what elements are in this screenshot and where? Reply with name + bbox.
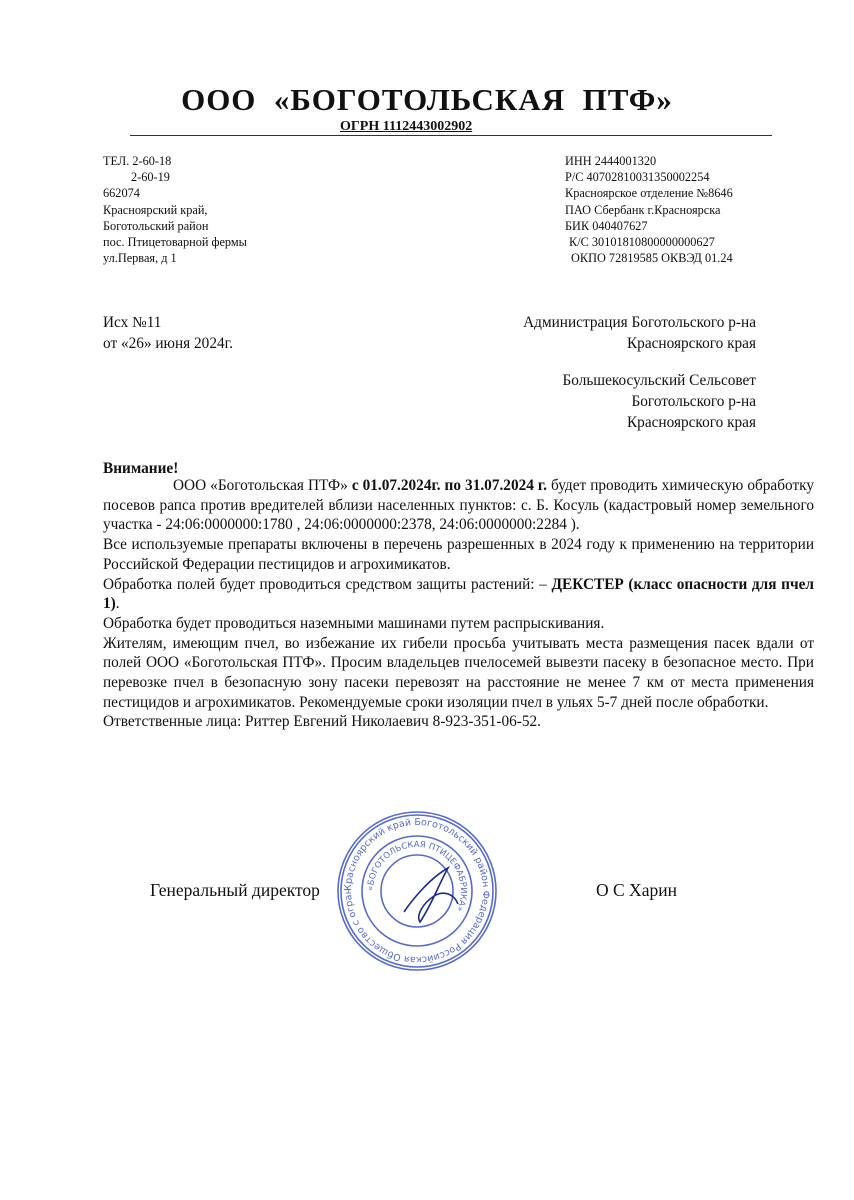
stamp-inner-text: «БОГОТОЛЬСКАЯ ПТИЦЕФАБРИКА»: [365, 839, 469, 913]
addressee-line: Красноярского края: [626, 335, 756, 352]
okpo-okved: ОКПО 72819585 ОКВЭД 01.24: [571, 251, 733, 266]
company-stamp: [334, 808, 500, 979]
letter-body: [103, 476, 814, 732]
text-span: Обработка полей будет проводиться средством защиты растений: –: [103, 575, 552, 593]
text-span: ООО «Боготольская ПТФ»: [173, 477, 352, 494]
correspondent-account: К/С 30101810800000000627: [569, 235, 715, 250]
paragraph-beekeepers: Жителям, имеющим пчел, во избежание их гибели просьба учитывать места размещения пасек вдали от полей ООО «Боготольская ПТФ». Просим владельцев пчелосемей вывезти пасеку в безопасное место. При перевозке пчел в безопасную зону пасеки перевозят на расстояние не менее 7 км от места применения пестицидов и агрохимикатов. Рекомендуемые сроки изоляции пчел в ульях 5-7 дней после обработки.: [103, 634, 814, 711]
text-span: .: [115, 595, 120, 613]
product-name: ДЕКСТЕР (класс опасности для пчел 1): [103, 575, 814, 613]
address-district: Боготольский район: [103, 218, 209, 233]
paragraph-contact: Ответственные лица: Риттер Евгений Николаевич 8-923-351-06-52.: [103, 713, 541, 731]
addressee-line: Администрация Боготольского р-на: [523, 314, 756, 331]
address-settlement: пос. Птицетоварной фермы: [103, 235, 247, 250]
postal-code: 662074: [103, 186, 140, 201]
company-title: ООО «БОГОТОЛЬСКАЯ ПТФ»: [181, 82, 673, 117]
outgoing-reference: [103, 312, 233, 354]
paragraph-method: Обработка будет проводиться наземными машинами путем распрыскивания.: [103, 614, 605, 632]
phone-line-1: ТЕЛ. 2-60-18: [103, 154, 172, 168]
signatory-position: Генеральный директор: [150, 880, 320, 900]
paragraph-product: [103, 575, 814, 614]
settlement-account: Р/С 40702810031350002254: [565, 170, 710, 185]
ogrn-number: ОГРН 1112443002902: [340, 119, 473, 134]
outgoing-number: Исх №11: [103, 314, 162, 331]
treatment-dates: с 01.07.2024г. по 31.07.2024 г.: [351, 477, 547, 494]
outgoing-date: от «26» июня 2024г.: [103, 335, 234, 352]
addressee-line: Боготольского р-на: [631, 393, 756, 410]
phone-line-2: 2-60-19: [131, 170, 170, 185]
paragraph-preparations: Все используемые препараты включены в перечень разрешенных в 2024 году к применению на территории Российской Федерации пестицидов и агрохимикатов.: [103, 536, 814, 573]
addressee-selsovet: [562, 370, 756, 433]
bank-name: ПАО Сбербанк г.Красноярска: [565, 202, 721, 217]
bank-branch: Красноярское отделение №8646: [565, 186, 733, 201]
paragraph-treatment-notice: [103, 476, 814, 535]
requisites-block: [565, 153, 733, 266]
addressee-administration: [523, 312, 756, 354]
address-region: Красноярский край,: [103, 202, 208, 217]
inn: ИНН 2444001320: [565, 154, 657, 168]
addressee-line: Красноярского края: [626, 414, 756, 431]
contacts-block: [103, 153, 247, 266]
addressee-line: Большекосульский Сельсовет: [562, 372, 756, 389]
bik: БИК 040407627: [565, 218, 648, 233]
stamp-ring-text: Красноярский край Боготольский район Федерация Российская Общество с огран: [342, 816, 492, 966]
header-divider: [130, 135, 772, 136]
stamp-seal: [334, 808, 500, 974]
text-span: будет проводить химическую обработку посевов рапса против вредителей вблизи населенных пунктов: с. Б. Косуль (кадастровый номер земельного участка - 24:06:0000000:1780 , 24:06:0000000:2378, 24:06:0000000:2284 ).: [103, 477, 815, 534]
signatory-name: О С Харин: [596, 880, 677, 900]
address-street: ул.Первая, д 1: [103, 251, 177, 266]
letter-heading: Внимание!: [103, 460, 179, 477]
